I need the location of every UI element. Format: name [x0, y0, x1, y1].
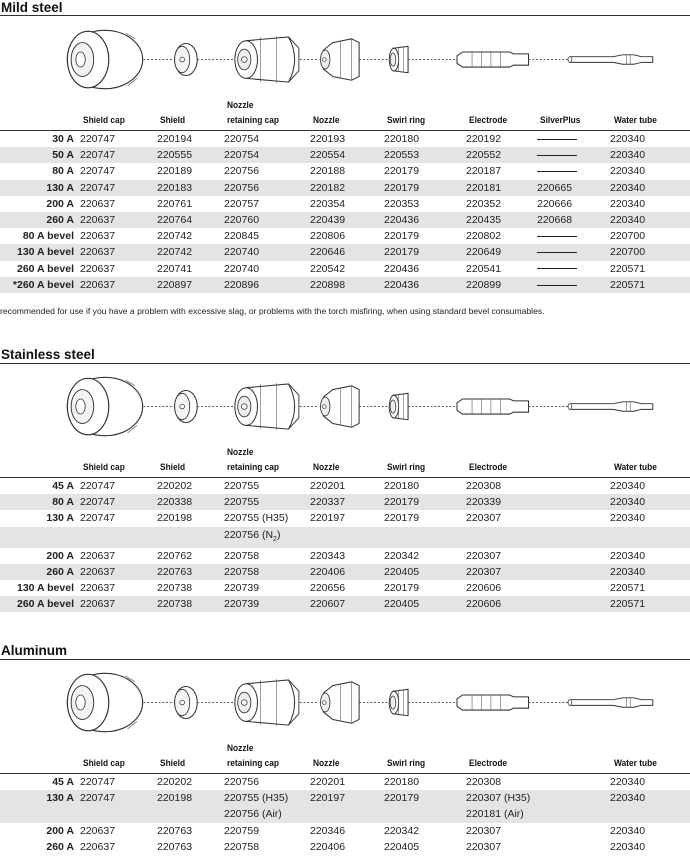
- table-row: [0, 510, 690, 526]
- cell-shield-cap: 220747: [80, 133, 116, 146]
- current-label: 260 A bevel: [0, 596, 80, 612]
- cell-nozzle: 220346: [310, 824, 346, 837]
- header-nozzle-cap-2: retaining cap: [227, 758, 280, 769]
- cell-shield-cap: 220637: [80, 824, 116, 837]
- cell-nozzle: 220406: [310, 564, 384, 580]
- cell-nozzle-retaining-cap: 220755 (H35): [224, 790, 310, 806]
- cell-water-tube: 220571: [610, 596, 690, 612]
- cell-swirl-ring: 220180: [384, 133, 420, 146]
- cell-nozzle-retaining-cap: 220758: [224, 549, 260, 562]
- cell-swirl-ring: 220342: [384, 824, 420, 837]
- cell-shield-cap: 220747: [80, 180, 157, 196]
- cell-shield: 220338: [157, 494, 224, 510]
- cell-shield: 220764: [157, 212, 224, 228]
- cell-swirl-ring: 220180: [384, 480, 420, 493]
- cell-nozzle-retaining-cap: 220760: [224, 212, 310, 228]
- cell-electrode: 220339: [466, 494, 537, 510]
- cell-shield: 220202: [157, 776, 193, 789]
- header-nozzle-cap-1: Nozzle: [227, 743, 254, 754]
- cell-silverplus: 220665: [537, 180, 610, 196]
- cell-electrode: 220181 (Air): [466, 806, 537, 822]
- current-label: 30 A: [52, 133, 74, 146]
- cell-shield: 220761: [157, 197, 193, 210]
- cell-nozzle-retaining-cap: 220739: [224, 582, 260, 595]
- cell-electrode: 220307: [466, 840, 502, 853]
- cell-shield-cap: 220747: [80, 480, 116, 493]
- aluminum-section: [0, 643, 690, 857]
- cell-water-tube: 220571: [610, 262, 646, 275]
- table-row: [0, 806, 690, 822]
- cell-nozzle-retaining-cap: 220756 (Air): [224, 806, 310, 822]
- header-silverplus: SilverPlus: [540, 115, 581, 126]
- header-shield-cap: Shield cap: [83, 758, 125, 769]
- cell-nozzle: 220806: [310, 230, 346, 243]
- table-row: [0, 131, 690, 147]
- cell-shield: 220897: [157, 277, 224, 293]
- cell-water-tube: 220340: [610, 165, 646, 178]
- cell-shield: 220762: [157, 549, 193, 562]
- cell-water-tube: [610, 527, 690, 548]
- cell-water-tube: 220700: [610, 230, 646, 243]
- table-row: [0, 163, 690, 179]
- header-nozzle-cap-1: Nozzle: [227, 100, 254, 111]
- cell-water-tube: 220340: [610, 790, 690, 806]
- cell-nozzle: 220898: [310, 277, 384, 293]
- header-shield: Shield: [160, 758, 186, 769]
- cell-nozzle: 220197: [310, 512, 346, 525]
- stainless-steel-table: [0, 478, 690, 612]
- cell-swirl-ring: 220179: [384, 512, 420, 525]
- cell-nozzle: 220656: [310, 582, 346, 595]
- cell-nozzle: 220439: [310, 212, 384, 228]
- cell-nozzle: 220201: [310, 480, 346, 493]
- consumables-illustration: [0, 20, 690, 100]
- cell-swirl-ring: [384, 527, 466, 548]
- cell-shield-cap: 220637: [80, 840, 116, 853]
- current-label: 45 A: [52, 776, 74, 789]
- cell-silverplus: [537, 839, 610, 855]
- cell-shield: [157, 806, 224, 822]
- cell-silverplus: [537, 806, 610, 822]
- cell-water-tube: 220340: [610, 840, 646, 853]
- table-row: [0, 596, 690, 612]
- cell-swirl-ring: 220179: [384, 180, 466, 196]
- table-row: [0, 527, 690, 548]
- current-label: [0, 806, 80, 822]
- cell-shield-cap: 220747: [80, 776, 116, 789]
- cell-shield: 220763: [157, 840, 193, 853]
- cell-silverplus: [537, 548, 610, 564]
- current-label: 260 A bevel: [16, 262, 74, 275]
- cell-swirl-ring: 220553: [384, 147, 466, 163]
- table-row: [0, 228, 690, 244]
- section-title: Aluminum: [1, 643, 67, 658]
- cell-electrode: 220606: [466, 582, 502, 595]
- cell-shield: 220741: [157, 262, 193, 275]
- cell-nozzle: 220182: [310, 180, 384, 196]
- cell-nozzle-retaining-cap: 220740: [224, 244, 310, 260]
- cell-shield: 220742: [157, 244, 224, 260]
- cell-shield-cap: [80, 806, 157, 822]
- cell-shield: 220198: [157, 512, 193, 525]
- cell-electrode: 220307 (H35): [466, 790, 537, 806]
- cell-nozzle-retaining-cap: 220896: [224, 277, 310, 293]
- cell-nozzle-retaining-cap: 220758: [224, 564, 310, 580]
- cell-silverplus: [537, 580, 610, 596]
- current-label: *260 A bevel: [0, 277, 80, 293]
- cell-nozzle-retaining-cap: 220756: [224, 180, 310, 196]
- cell-swirl-ring: 220436: [384, 262, 420, 275]
- table-row: [0, 790, 690, 806]
- cell-shield: 220555: [157, 147, 224, 163]
- cell-nozzle-retaining-cap: 220756: [224, 776, 260, 789]
- cell-swirl-ring: 220179: [384, 230, 420, 243]
- current-label: 260 A: [46, 840, 74, 853]
- cell-electrode: 220308: [466, 776, 502, 789]
- not-available-dash: [537, 285, 577, 286]
- cell-shield-cap: 220637: [80, 244, 157, 260]
- cell-shield: 220742: [157, 230, 193, 243]
- cell-silverplus: [537, 131, 610, 147]
- cell-electrode: 220192: [466, 133, 502, 146]
- cell-shield-cap: 220637: [80, 582, 116, 595]
- cell-swirl-ring: 220405: [384, 596, 466, 612]
- cell-shield-cap: 220637: [80, 277, 157, 293]
- cell-electrode: 220435: [466, 212, 537, 228]
- cell-nozzle: [310, 806, 384, 822]
- footnote: recommended for use if you have a problem with excessive slag, or problems with the torch misfiring, when using standard bevel consumables.: [0, 306, 545, 316]
- cell-shield: [157, 527, 224, 548]
- cell-nozzle: 220188: [310, 165, 346, 178]
- table-row: [0, 212, 690, 228]
- cell-water-tube: 220340: [610, 180, 690, 196]
- cell-swirl-ring: 220179: [384, 244, 466, 260]
- not-available-dash: [537, 268, 577, 269]
- cell-silverplus: [537, 510, 610, 526]
- cell-nozzle: 220607: [310, 596, 384, 612]
- cell-electrode: 220181: [466, 180, 537, 196]
- table-row: [0, 494, 690, 510]
- cell-silverplus: [537, 790, 610, 806]
- cell-silverplus: 220666: [537, 197, 573, 210]
- divider: [0, 659, 690, 660]
- cell-nozzle-retaining-cap: 220755: [224, 480, 260, 493]
- current-label: 200 A: [46, 197, 74, 210]
- cell-swirl-ring: 220342: [384, 549, 420, 562]
- table-row: [0, 244, 690, 260]
- cell-swirl-ring: 220179: [384, 165, 420, 178]
- table-row: [0, 478, 690, 494]
- header-water-tube: Water tube: [614, 462, 657, 473]
- cell-silverplus: [537, 494, 610, 510]
- cell-electrode: 220307: [466, 564, 537, 580]
- table-row: [0, 277, 690, 293]
- table-row: [0, 580, 690, 596]
- section-title: Mild steel: [1, 0, 63, 15]
- cell-silverplus: [537, 244, 610, 260]
- cell-swirl-ring: 220436: [384, 212, 466, 228]
- cell-electrode: 220187: [466, 165, 502, 178]
- cell-silverplus: [537, 261, 610, 277]
- table-row: [0, 564, 690, 580]
- table-row: [0, 261, 690, 277]
- cell-shield: 220763: [157, 564, 224, 580]
- current-label: 45 A: [52, 480, 74, 493]
- cell-electrode: 220541: [466, 262, 502, 275]
- cell-nozzle-retaining-cap: 220740: [224, 262, 260, 275]
- cell-electrode: 220802: [466, 230, 502, 243]
- cell-silverplus: [537, 527, 610, 548]
- cell-nozzle: 220554: [310, 147, 384, 163]
- consumables-illustration: [0, 367, 690, 447]
- current-label: 130 A: [0, 790, 80, 806]
- divider: [0, 15, 690, 16]
- cell-nozzle-retaining-cap: 220755 (H35): [224, 512, 289, 525]
- cell-water-tube: 220340: [610, 549, 646, 562]
- cell-nozzle-retaining-cap: 220754: [224, 147, 310, 163]
- cell-swirl-ring: [384, 806, 466, 822]
- header-nozzle: Nozzle: [313, 462, 340, 473]
- not-available-dash: [537, 155, 577, 156]
- cell-shield-cap: 220637: [80, 596, 157, 612]
- table-row: [0, 774, 690, 790]
- cell-nozzle-retaining-cap: 220739: [224, 596, 310, 612]
- current-label: 260 A: [0, 564, 80, 580]
- header-electrode: Electrode: [469, 462, 508, 473]
- cell-silverplus: [537, 228, 610, 244]
- not-available-dash: [537, 236, 577, 237]
- current-label: 200 A: [46, 549, 74, 562]
- header-swirl-ring: Swirl ring: [387, 115, 426, 126]
- cell-swirl-ring: 220179: [384, 582, 420, 595]
- cell-silverplus: [537, 277, 610, 293]
- cell-silverplus: [537, 564, 610, 580]
- current-label: 260 A: [0, 212, 80, 228]
- cell-silverplus: [537, 774, 610, 790]
- table-row: [0, 196, 690, 212]
- cell-nozzle: 220197: [310, 790, 384, 806]
- cell-shield-cap: 220637: [80, 197, 116, 210]
- cell-nozzle-retaining-cap: 220759: [224, 824, 260, 837]
- header-swirl-ring: Swirl ring: [387, 758, 426, 769]
- current-label: 50 A: [0, 147, 80, 163]
- header-shield-cap: Shield cap: [83, 462, 125, 473]
- header-shield-cap: Shield cap: [83, 115, 125, 126]
- cell-electrode: 220308: [466, 480, 502, 493]
- table-row: [0, 147, 690, 163]
- current-label: 80 A: [52, 165, 74, 178]
- cell-swirl-ring: 220405: [384, 840, 420, 853]
- cell-shield: 220763: [157, 824, 193, 837]
- cell-water-tube: 220340: [610, 824, 646, 837]
- cell-electrode: 220307: [466, 512, 502, 525]
- cell-electrode: 220307: [466, 549, 502, 562]
- current-label: 130 A: [46, 512, 74, 525]
- cell-nozzle: 220337: [310, 494, 384, 510]
- cell-silverplus: [537, 147, 610, 163]
- header-nozzle-cap-2: retaining cap: [227, 115, 280, 126]
- cell-nozzle-retaining-cap: 220757: [224, 197, 260, 210]
- table-row: [0, 823, 690, 839]
- header-shield: Shield: [160, 462, 186, 473]
- cell-shield: 220198: [157, 790, 224, 806]
- cell-water-tube: 220340: [610, 147, 690, 163]
- cell-electrode: 220307: [466, 824, 502, 837]
- cell-water-tube: 220700: [610, 244, 690, 260]
- header-shield: Shield: [160, 115, 186, 126]
- current-label: 80 A: [0, 494, 80, 510]
- cell-nozzle: 220193: [310, 133, 346, 146]
- cell-nozzle-retaining-cap: 220756 $(N_2)$: [224, 527, 310, 548]
- cell-water-tube: 220340: [610, 776, 646, 789]
- cell-nozzle: 220406: [310, 840, 346, 853]
- cell-nozzle-retaining-cap: 220756: [224, 165, 260, 178]
- not-available-dash: [537, 139, 577, 140]
- cell-water-tube: 220340: [610, 212, 690, 228]
- cell-water-tube: 220340: [610, 512, 646, 525]
- table-row: [0, 548, 690, 564]
- header-water-tube: Water tube: [614, 758, 657, 769]
- divider: [0, 363, 690, 364]
- section-title: Stainless steel: [1, 347, 95, 362]
- cell-shield-cap: 220747: [80, 790, 157, 806]
- cell-nozzle-retaining-cap: 220754: [224, 133, 260, 146]
- current-label: 130 A: [0, 180, 80, 196]
- header-water-tube: Water tube: [614, 115, 657, 126]
- cell-shield: 220738: [157, 582, 193, 595]
- mild-steel-section: [0, 0, 690, 320]
- cell-shield-cap: 220747: [80, 165, 116, 178]
- cell-shield-cap: 220637: [80, 230, 116, 243]
- cell-shield: 220194: [157, 133, 193, 146]
- cell-water-tube: 220340: [610, 133, 646, 146]
- cell-shield-cap: 220747: [80, 494, 157, 510]
- cell-water-tube: [610, 806, 690, 822]
- cell-silverplus: [537, 823, 610, 839]
- cell-electrode: 220352: [466, 197, 502, 210]
- cell-shield-cap: 220637: [80, 549, 116, 562]
- header-swirl-ring: Swirl ring: [387, 462, 426, 473]
- cell-shield-cap: [80, 527, 157, 548]
- header-nozzle-cap-2: retaining cap: [227, 462, 280, 473]
- cell-silverplus: 220668: [537, 212, 610, 228]
- table-row: [0, 180, 690, 196]
- cell-nozzle: 220646: [310, 244, 384, 260]
- cell-swirl-ring: 220179: [384, 494, 466, 510]
- table-row: [0, 839, 690, 855]
- cell-nozzle-retaining-cap: 220755: [224, 494, 310, 510]
- cell-water-tube: 220340: [610, 564, 690, 580]
- cell-shield-cap: 220747: [80, 147, 157, 163]
- cell-water-tube: 220571: [610, 582, 646, 595]
- not-available-dash: [537, 252, 577, 253]
- cell-shield-cap: 220637: [80, 564, 157, 580]
- cell-swirl-ring: 220436: [384, 277, 466, 293]
- not-available-dash: [537, 171, 577, 172]
- cell-nozzle: 220201: [310, 776, 346, 789]
- header-nozzle: Nozzle: [313, 758, 340, 769]
- cell-swirl-ring: 220180: [384, 776, 420, 789]
- cell-shield-cap: 220637: [80, 212, 157, 228]
- cell-silverplus: [537, 596, 610, 612]
- cell-nozzle: 220343: [310, 549, 346, 562]
- cell-shield-cap: 220637: [80, 262, 116, 275]
- current-label: 80 A bevel: [22, 230, 74, 243]
- aluminum-table: [0, 774, 690, 855]
- current-label: 200 A: [46, 824, 74, 837]
- cell-electrode: 220606: [466, 596, 537, 612]
- cell-shield: 220189: [157, 165, 193, 178]
- cell-water-tube: 220340: [610, 480, 646, 493]
- cell-water-tube: 220340: [610, 197, 646, 210]
- cell-swirl-ring: 220353: [384, 197, 420, 210]
- cell-electrode: 220552: [466, 147, 537, 163]
- header-nozzle-cap-1: Nozzle: [227, 447, 254, 458]
- cell-nozzle-retaining-cap: 220845: [224, 230, 260, 243]
- cell-shield-cap: 220747: [80, 512, 116, 525]
- header-electrode: Electrode: [469, 758, 508, 769]
- current-label: 130 A bevel: [0, 244, 80, 260]
- cell-nozzle: 220542: [310, 262, 346, 275]
- cell-swirl-ring: 220179: [384, 790, 466, 806]
- current-label: 130 A bevel: [16, 582, 74, 595]
- cell-water-tube: 220571: [610, 277, 690, 293]
- cell-nozzle: [310, 527, 384, 548]
- cell-silverplus: [537, 163, 610, 179]
- stainless-steel-section: [0, 347, 690, 617]
- cell-water-tube: 220340: [610, 494, 690, 510]
- cell-electrode: [466, 527, 537, 548]
- header-electrode: Electrode: [469, 115, 508, 126]
- mild-steel-table: [0, 131, 690, 293]
- consumables-illustration: [0, 663, 690, 743]
- cell-swirl-ring: 220405: [384, 564, 466, 580]
- cell-electrode: 220649: [466, 244, 537, 260]
- cell-shield: 220738: [157, 596, 224, 612]
- cell-silverplus: [537, 478, 610, 494]
- cell-nozzle: 220354: [310, 197, 346, 210]
- current-label: [0, 527, 80, 548]
- cell-shield: 220202: [157, 480, 193, 493]
- cell-nozzle-retaining-cap: 220758: [224, 840, 260, 853]
- header-nozzle: Nozzle: [313, 115, 340, 126]
- cell-electrode: 220899: [466, 277, 537, 293]
- cell-shield: 220183: [157, 180, 224, 196]
